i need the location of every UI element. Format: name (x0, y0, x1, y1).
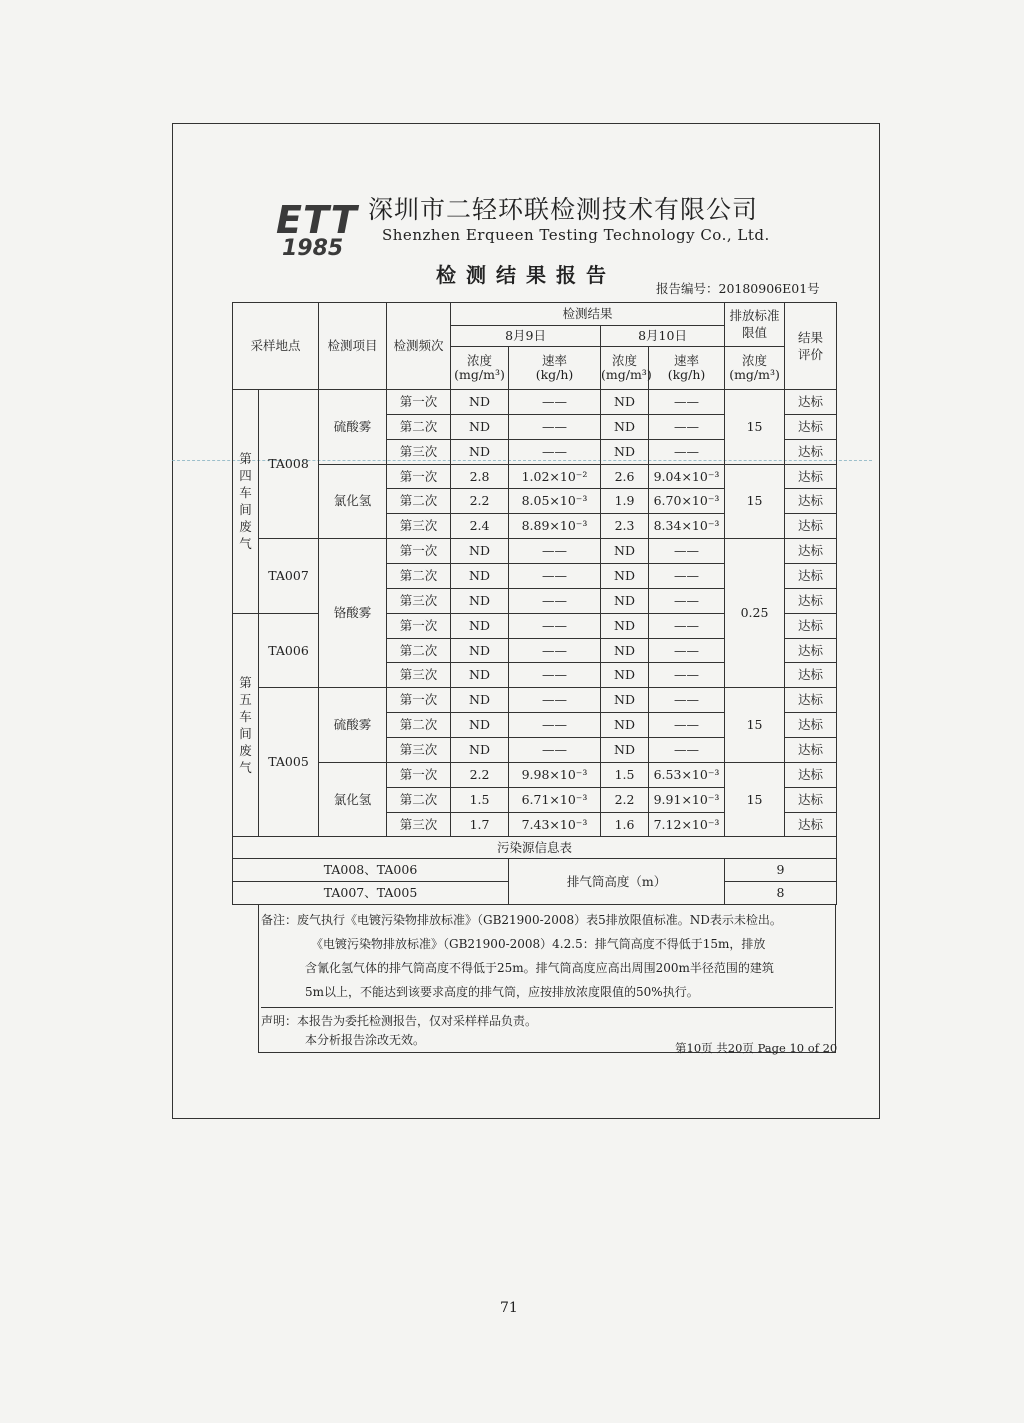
evaluation: 达标 (785, 663, 837, 688)
evaluation: 达标 (785, 564, 837, 589)
evaluation: 达标 (785, 439, 837, 464)
evaluation: 达标 (785, 390, 837, 415)
company-logo (276, 198, 358, 261)
stack-height-2: 8 (725, 882, 837, 905)
rate-day2: 7.12×10⁻³ (649, 812, 725, 837)
rate-day2: —— (649, 663, 725, 688)
rate-day1: —— (509, 439, 601, 464)
rate-day2: —— (649, 564, 725, 589)
evaluation: 达标 (785, 787, 837, 812)
conc-day2: ND (601, 539, 649, 564)
frequency: 第二次 (387, 787, 451, 812)
logo-year: 1985 (282, 236, 344, 261)
evaluation: 达标 (785, 812, 837, 837)
evaluation: 达标 (785, 588, 837, 613)
conc-day1: 2.4 (451, 514, 509, 539)
note-line-2: 《电镀污染物排放标准》（GB21900-2008）4.2.5：排气筒高度不得低于15m，排放 (311, 937, 766, 951)
rate-day2: —— (649, 713, 725, 738)
rate-day1: —— (509, 564, 601, 589)
frequency: 第一次 (387, 613, 451, 638)
page-info: 第10页 共20页 Page 10 of 20 (675, 1041, 838, 1055)
test-item: 铬酸雾 (319, 539, 387, 688)
rate-day1: 6.71×10⁻³ (509, 787, 601, 812)
frequency: 第三次 (387, 514, 451, 539)
rate-day1: 9.98×10⁻³ (509, 762, 601, 787)
test-item: 硫酸雾 (319, 390, 387, 465)
header-rate-day2: 速率 (kg/h) (649, 346, 725, 390)
conc-day1: ND (451, 539, 509, 564)
frequency: 第三次 (387, 812, 451, 837)
frequency: 第一次 (387, 390, 451, 415)
frequency: 第二次 (387, 713, 451, 738)
header-conc-day1: 浓度 (mg/m³) (451, 346, 509, 390)
table-row (233, 762, 837, 787)
pollution-title: 污染源信息表 (233, 837, 837, 859)
table-row (233, 390, 837, 415)
conc-day1: ND (451, 414, 509, 439)
rate-day2: 9.91×10⁻³ (649, 787, 725, 812)
table-row (233, 464, 837, 489)
frequency: 第一次 (387, 464, 451, 489)
conc-day1: ND (451, 713, 509, 738)
rate-day1: —— (509, 638, 601, 663)
conc-day2: ND (601, 713, 649, 738)
rate-day2: —— (649, 439, 725, 464)
conc-day1: ND (451, 439, 509, 464)
report-title: 检测结果报告 (436, 263, 616, 287)
evaluation: 达标 (785, 464, 837, 489)
conc-day1: 1.7 (451, 812, 509, 837)
header-limit-conc: 浓度 (mg/m³) (725, 346, 785, 390)
header-frequency: 检测频次 (387, 303, 451, 390)
evaluation: 达标 (785, 762, 837, 787)
company-name-en: Shenzhen Erqueen Testing Technology Co., Ltd. (382, 226, 770, 244)
table-row (233, 688, 837, 713)
conc-day1: ND (451, 638, 509, 663)
conc-day2: ND (601, 564, 649, 589)
conc-day1: 2.8 (451, 464, 509, 489)
note-line-1: 备注：废气执行《电镀污染物排放标准》（GB21900-2008）表5排放限值标准。ND表示未检出。 (261, 913, 782, 927)
pollution-row (233, 859, 837, 882)
rate-day1: —— (509, 613, 601, 638)
rate-day2: —— (649, 588, 725, 613)
conc-day2: ND (601, 613, 649, 638)
logo-text: ETT (276, 198, 358, 242)
table-row (233, 539, 837, 564)
rate-day1: —— (509, 688, 601, 713)
rate-day2: —— (649, 539, 725, 564)
conc-day2: ND (601, 663, 649, 688)
limit-value: 0.25 (725, 539, 785, 688)
rate-day2: —— (649, 738, 725, 763)
source-group-2: TA007、TA005 (233, 882, 509, 905)
rate-day1: 1.02×10⁻² (509, 464, 601, 489)
frequency: 第二次 (387, 638, 451, 663)
sampling-point: TA006 (259, 613, 319, 688)
stack-height-label: 排气筒高度（m） (509, 859, 725, 905)
frequency: 第三次 (387, 439, 451, 464)
conc-day2: 2.6 (601, 464, 649, 489)
limit-value: 15 (725, 688, 785, 763)
conc-day1: ND (451, 613, 509, 638)
frequency: 第三次 (387, 588, 451, 613)
rate-day2: 9.04×10⁻³ (649, 464, 725, 489)
header-rate-day1: 速率 (kg/h) (509, 346, 601, 390)
conc-day2: ND (601, 738, 649, 763)
test-item: 氯化氢 (319, 464, 387, 539)
note-line-3: 含氰化氢气体的排气筒高度不得低于25m。排气筒高度应高出周围200m半径范围的建筑 (305, 961, 774, 975)
frequency: 第二次 (387, 489, 451, 514)
stack-height-1: 9 (725, 859, 837, 882)
frequency: 第一次 (387, 539, 451, 564)
conc-day2: 1.9 (601, 489, 649, 514)
conc-day1: ND (451, 663, 509, 688)
header-day2: 8月10日 (601, 325, 725, 346)
evaluation: 达标 (785, 514, 837, 539)
conc-day1: 1.5 (451, 787, 509, 812)
conc-day1: ND (451, 688, 509, 713)
frequency: 第二次 (387, 564, 451, 589)
sampling-point: TA005 (259, 688, 319, 837)
conc-day1: 2.2 (451, 762, 509, 787)
frequency: 第二次 (387, 414, 451, 439)
rate-day1: 7.43×10⁻³ (509, 812, 601, 837)
sampling-point: TA007 (259, 539, 319, 614)
workshop-4-label: 第四车间废气 (233, 390, 259, 614)
page-number: 71 (500, 1300, 518, 1316)
rate-day2: 6.53×10⁻³ (649, 762, 725, 787)
frequency: 第一次 (387, 762, 451, 787)
limit-value: 15 (725, 762, 785, 837)
workshop-5-label: 第五车间废气 (233, 613, 259, 837)
report-number: 报告编号：20180906E01号 (656, 281, 820, 296)
pollution-title-row (233, 837, 837, 859)
conc-day1: ND (451, 390, 509, 415)
limit-value: 15 (725, 464, 785, 539)
rate-day1: —— (509, 539, 601, 564)
conc-day2: 2.2 (601, 787, 649, 812)
evaluation: 达标 (785, 738, 837, 763)
conc-day1: 2.2 (451, 489, 509, 514)
rate-day1: —— (509, 588, 601, 613)
rate-day2: —— (649, 688, 725, 713)
rate-day2: —— (649, 414, 725, 439)
evaluation: 达标 (785, 489, 837, 514)
rate-day1: —— (509, 713, 601, 738)
conc-day2: ND (601, 390, 649, 415)
note-line-4: 5m以上，不能达到该要求高度的排气筒，应按排放浓度限值的50%执行。 (305, 985, 699, 999)
test-item: 硫酸雾 (319, 688, 387, 763)
rate-day2: —— (649, 613, 725, 638)
conc-day2: ND (601, 638, 649, 663)
source-group-1: TA008、TA006 (233, 859, 509, 882)
conc-day2: 1.5 (601, 762, 649, 787)
header-result: 检测结果 (451, 303, 725, 326)
rate-day2: —— (649, 390, 725, 415)
frequency: 第三次 (387, 663, 451, 688)
header-limit: 排放标准限值 (725, 303, 785, 347)
evaluation: 达标 (785, 613, 837, 638)
test-item: 氯化氢 (319, 762, 387, 837)
rate-day1: —— (509, 414, 601, 439)
notes-section (258, 905, 836, 1053)
conc-day1: ND (451, 738, 509, 763)
header-location: 采样地点 (233, 303, 319, 390)
header-day1: 8月9日 (451, 325, 601, 346)
evaluation: 达标 (785, 539, 837, 564)
rate-day2: —— (649, 638, 725, 663)
frequency: 第三次 (387, 738, 451, 763)
rate-day1: 8.89×10⁻³ (509, 514, 601, 539)
evaluation: 达标 (785, 713, 837, 738)
results-table (232, 302, 837, 905)
evaluation: 达标 (785, 688, 837, 713)
conc-day2: 1.6 (601, 812, 649, 837)
conc-day2: ND (601, 439, 649, 464)
company-name-cn: 深圳市二轻环联检测技术有限公司 (368, 195, 759, 224)
sampling-point: TA008 (259, 390, 319, 539)
header-conc-day2: 浓度 (mg/m³) (601, 346, 649, 390)
conc-day2: 2.3 (601, 514, 649, 539)
statement-line-2: 本分析报告涂改无效。 (305, 1033, 426, 1047)
header-evaluation: 结果评价 (785, 303, 837, 390)
rate-day1: 8.05×10⁻³ (509, 489, 601, 514)
rate-day2: 8.34×10⁻³ (649, 514, 725, 539)
statement-line-1: 声明：本报告为委托检测报告，仅对采样样品负责。 (261, 1007, 833, 1029)
conc-day2: ND (601, 414, 649, 439)
rate-day1: —— (509, 663, 601, 688)
evaluation: 达标 (785, 638, 837, 663)
frequency: 第一次 (387, 688, 451, 713)
header-item: 检测项目 (319, 303, 387, 390)
rate-day1: —— (509, 738, 601, 763)
limit-value: 15 (725, 390, 785, 465)
rate-day1: —— (509, 390, 601, 415)
conc-day1: ND (451, 564, 509, 589)
conc-day2: ND (601, 688, 649, 713)
conc-day2: ND (601, 588, 649, 613)
rate-day2: 6.70×10⁻³ (649, 489, 725, 514)
conc-day1: ND (451, 588, 509, 613)
evaluation: 达标 (785, 414, 837, 439)
